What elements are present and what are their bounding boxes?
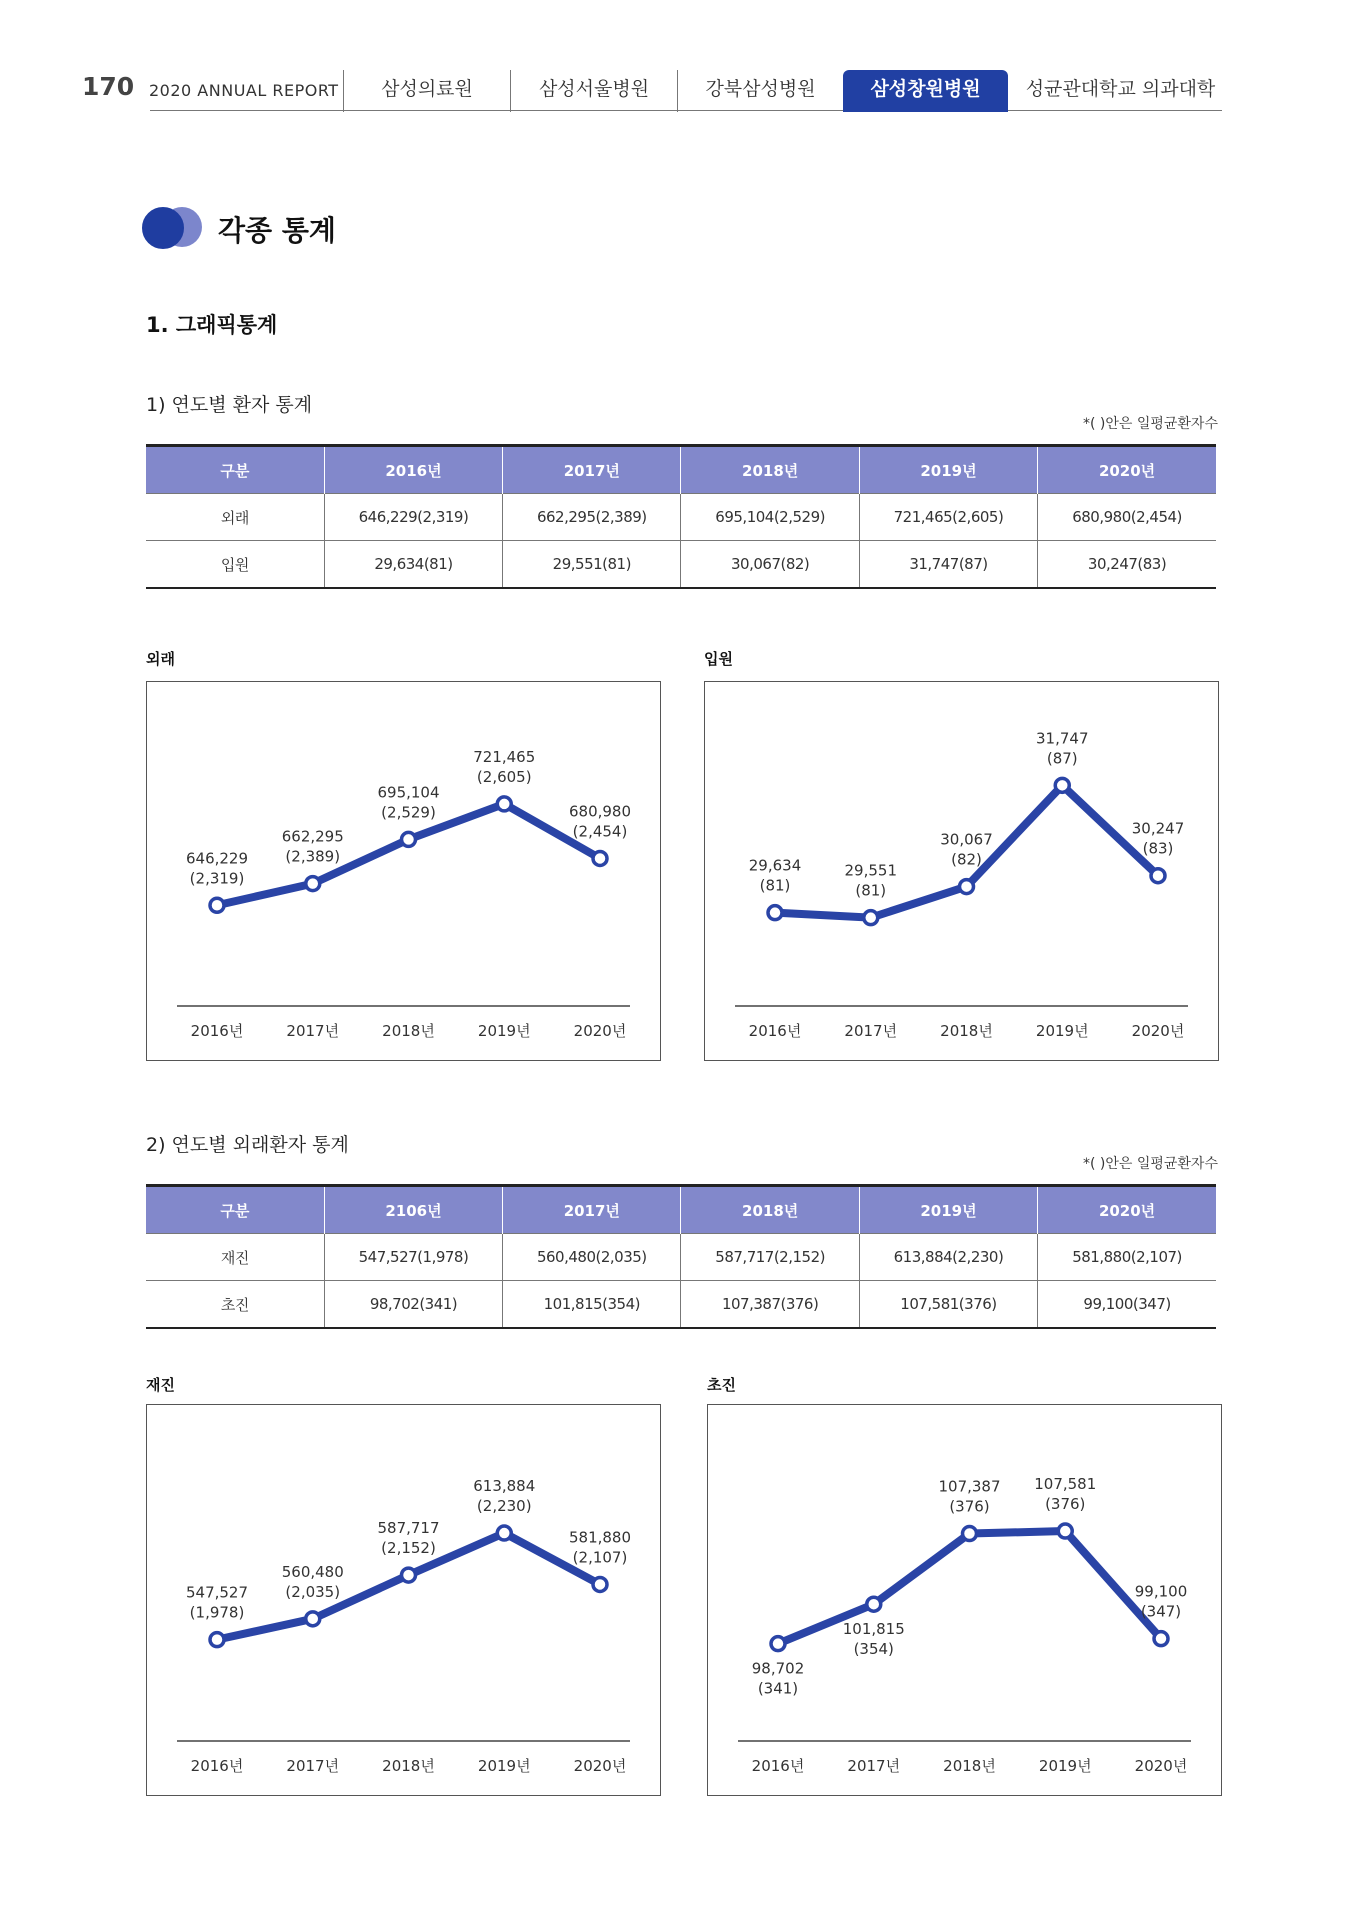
data-point (768, 906, 782, 920)
data-sublabel: (83) (1142, 839, 1174, 858)
table-cell: 613,884(2,230) (859, 1234, 1037, 1281)
col-header: 2017년 (503, 1186, 681, 1234)
data-sublabel: (341) (757, 1679, 799, 1698)
data-label: 31,747 (1036, 729, 1089, 748)
data-point (210, 898, 224, 912)
table-cell: 581,880(2,107) (1038, 1234, 1216, 1281)
table-header-row (146, 1186, 1216, 1234)
data-sublabel: (2,230) (476, 1497, 532, 1516)
table-cell: 29,634(81) (324, 541, 502, 589)
x-tick-label: 2018년 (940, 1022, 993, 1040)
table-cell: 547,527(1,978) (324, 1234, 502, 1281)
table-cell: 29,551(81) (503, 541, 681, 589)
data-label: 680,980 (568, 802, 632, 821)
chart-inpatient-label: 입원 (704, 650, 733, 668)
x-tick-label: 2020년 (573, 1757, 627, 1775)
data-sublabel: (82) (951, 850, 982, 869)
x-tick-label: 2018년 (943, 1757, 996, 1775)
data-sublabel: (2,529) (381, 803, 436, 822)
data-label: 662,295 (281, 827, 344, 846)
chart-first-visit (707, 1404, 1222, 1796)
tab-skku-medical-school[interactable]: 성균관대학교 의과대학 (1025, 78, 1216, 100)
table-cell: 646,229(2,319) (324, 494, 502, 541)
series-line (778, 1531, 1161, 1644)
col-header: 2020년 (1038, 1186, 1216, 1234)
table-cell: 107,581(376) (859, 1281, 1037, 1329)
data-sublabel: (2,107) (572, 1548, 628, 1567)
data-sublabel: (2,389) (285, 847, 341, 866)
data-point (593, 851, 607, 865)
data-point (771, 1637, 785, 1651)
tab-kangbuk-samsung-hospital[interactable]: 강북삼성병원 (677, 70, 843, 112)
col-header: 구분 (146, 446, 324, 494)
data-label: 101,815 (842, 1620, 905, 1639)
hospital-nav (343, 70, 1233, 112)
table1-title: 1) 연도별 환자 통계 (146, 394, 313, 416)
table-cell: 101,815(354) (503, 1281, 681, 1329)
data-label: 613,884 (473, 1477, 536, 1496)
x-tick-label: 2017년 (286, 1757, 340, 1775)
chart-revisit-svg (147, 1405, 660, 1795)
table-cell: 30,247(83) (1038, 541, 1216, 589)
table-cell: 721,465(2,605) (859, 494, 1037, 541)
data-point (1151, 869, 1165, 883)
data-point (497, 797, 511, 811)
x-tick-label: 2016년 (748, 1022, 802, 1040)
chart-revisit-label: 재진 (146, 1376, 175, 1394)
table-row (146, 1234, 1216, 1281)
x-tick-label: 2020년 (1134, 1757, 1188, 1775)
table-row (146, 494, 1216, 541)
data-point (306, 1612, 320, 1626)
data-sublabel: (2,035) (285, 1582, 341, 1601)
col-header: 2019년 (859, 1186, 1037, 1234)
data-point (864, 911, 878, 925)
section-bullet-icon (142, 207, 206, 249)
data-label: 98,702 (751, 1659, 805, 1678)
data-point (210, 1633, 224, 1647)
x-tick-label: 2017년 (847, 1757, 901, 1775)
data-point (867, 1597, 881, 1611)
data-point (402, 832, 416, 846)
data-sublabel: (2,605) (476, 767, 532, 786)
col-header: 2106년 (324, 1186, 502, 1234)
table-cell: 695,104(2,529) (681, 494, 859, 541)
data-label: 695,104 (377, 783, 440, 802)
table-cell: 680,980(2,454) (1038, 494, 1216, 541)
table-cell: 98,702(341) (324, 1281, 502, 1329)
section-title: 각종 통계 (218, 214, 336, 247)
table-cell: 587,717(2,152) (681, 1234, 859, 1281)
x-tick-label: 2019년 (1038, 1757, 1092, 1775)
chart-outpatient-svg (147, 682, 660, 1060)
x-tick-label: 2019년 (1035, 1022, 1089, 1040)
chart-first-visit-label: 초진 (707, 1376, 736, 1394)
report-title: 2020 ANNUAL REPORT (149, 81, 339, 100)
chart-outpatient (146, 681, 661, 1061)
chart-outpatient-label: 외래 (146, 650, 175, 668)
data-label: 30,067 (940, 830, 993, 849)
table-cell: 99,100(347) (1038, 1281, 1216, 1329)
table-header-row (146, 446, 1216, 494)
x-tick-label: 2019년 (477, 1022, 531, 1040)
x-tick-label: 2020년 (1131, 1022, 1185, 1040)
col-header: 2018년 (681, 446, 859, 494)
x-tick-label: 2016년 (751, 1757, 805, 1775)
chart-first-visit-svg (708, 1405, 1221, 1795)
subsection-title: 1. 그래픽통계 (146, 313, 278, 337)
table-cell: 662,295(2,389) (503, 494, 681, 541)
data-point (1058, 1524, 1072, 1538)
data-point (963, 1527, 977, 1541)
data-sublabel: (87) (1046, 749, 1078, 768)
x-tick-label: 2016년 (190, 1757, 244, 1775)
x-tick-label: 2019년 (477, 1757, 531, 1775)
chart-inpatient (704, 681, 1219, 1061)
data-sublabel: (354) (853, 1640, 894, 1659)
col-header: 2017년 (503, 446, 681, 494)
data-label: 547,527 (185, 1583, 249, 1602)
data-sublabel: (2,454) (572, 822, 628, 841)
data-label: 560,480 (281, 1562, 344, 1581)
table-row (146, 1281, 1216, 1329)
col-header: 2020년 (1038, 446, 1216, 494)
data-point (402, 1568, 416, 1582)
data-sublabel: (2,319) (189, 869, 245, 888)
table-cell: 31,747(87) (859, 541, 1037, 589)
table-cell: 재진 (146, 1234, 324, 1281)
data-point (1055, 778, 1069, 792)
data-label: 107,581 (1034, 1475, 1097, 1494)
x-tick-label: 2016년 (190, 1022, 244, 1040)
x-tick-label: 2020년 (573, 1022, 627, 1040)
data-point (1154, 1632, 1168, 1646)
data-label: 587,717 (377, 1519, 440, 1538)
col-header: 구분 (146, 1186, 324, 1234)
chart-inpatient-svg (705, 682, 1218, 1060)
data-sublabel: (376) (949, 1497, 990, 1516)
data-label: 646,229 (185, 849, 249, 868)
col-header: 2019년 (859, 446, 1037, 494)
table-cell: 입원 (146, 541, 324, 589)
data-sublabel: (81) (759, 876, 791, 895)
x-tick-label: 2018년 (382, 1757, 435, 1775)
table-cell: 107,387(376) (681, 1281, 859, 1329)
data-sublabel: (376) (1045, 1495, 1086, 1514)
col-header: 2018년 (681, 1186, 859, 1234)
table2-title: 2) 연도별 외래환자 통계 (146, 1134, 349, 1156)
chart-revisit (146, 1404, 661, 1796)
data-sublabel: (2,152) (381, 1539, 436, 1558)
x-tick-label: 2018년 (382, 1022, 435, 1040)
table2-outpatient-stats (146, 1184, 1216, 1329)
table-cell: 초진 (146, 1281, 324, 1329)
tab-samsung-medical-center[interactable]: 삼성의료원 (343, 70, 510, 112)
data-point (306, 877, 320, 891)
table1-patient-stats (146, 444, 1216, 589)
data-sublabel: (81) (855, 881, 887, 900)
data-point (593, 1577, 607, 1591)
page-number: 170 (82, 72, 135, 101)
data-label: 721,465 (473, 747, 536, 766)
tab-samsung-changwon-hospital[interactable]: 삼성창원병원 (843, 70, 1008, 112)
table-row (146, 541, 1216, 589)
data-point (497, 1526, 511, 1540)
data-label: 29,634 (748, 856, 802, 875)
data-sublabel: (1,978) (189, 1603, 245, 1622)
x-tick-label: 2017년 (844, 1022, 898, 1040)
x-tick-label: 2017년 (286, 1022, 340, 1040)
table2-note: *( )안은 일평균환자수 (1082, 1156, 1218, 1172)
table-cell: 560,480(2,035) (503, 1234, 681, 1281)
table1-note: *( )안은 일평균환자수 (1082, 416, 1218, 432)
data-label: 581,880 (568, 1528, 632, 1547)
col-header: 2016년 (324, 446, 502, 494)
data-label: 29,551 (844, 861, 897, 880)
data-point (960, 880, 974, 894)
data-sublabel: (347) (1140, 1602, 1182, 1621)
data-label: 30,247 (1131, 819, 1185, 838)
table-cell: 30,067(82) (681, 541, 859, 589)
data-label: 107,387 (938, 1477, 1001, 1496)
tab-samsung-seoul-hospital[interactable]: 삼성서울병원 (510, 70, 677, 112)
table-cell: 외래 (146, 494, 324, 541)
data-label: 99,100 (1134, 1582, 1188, 1601)
